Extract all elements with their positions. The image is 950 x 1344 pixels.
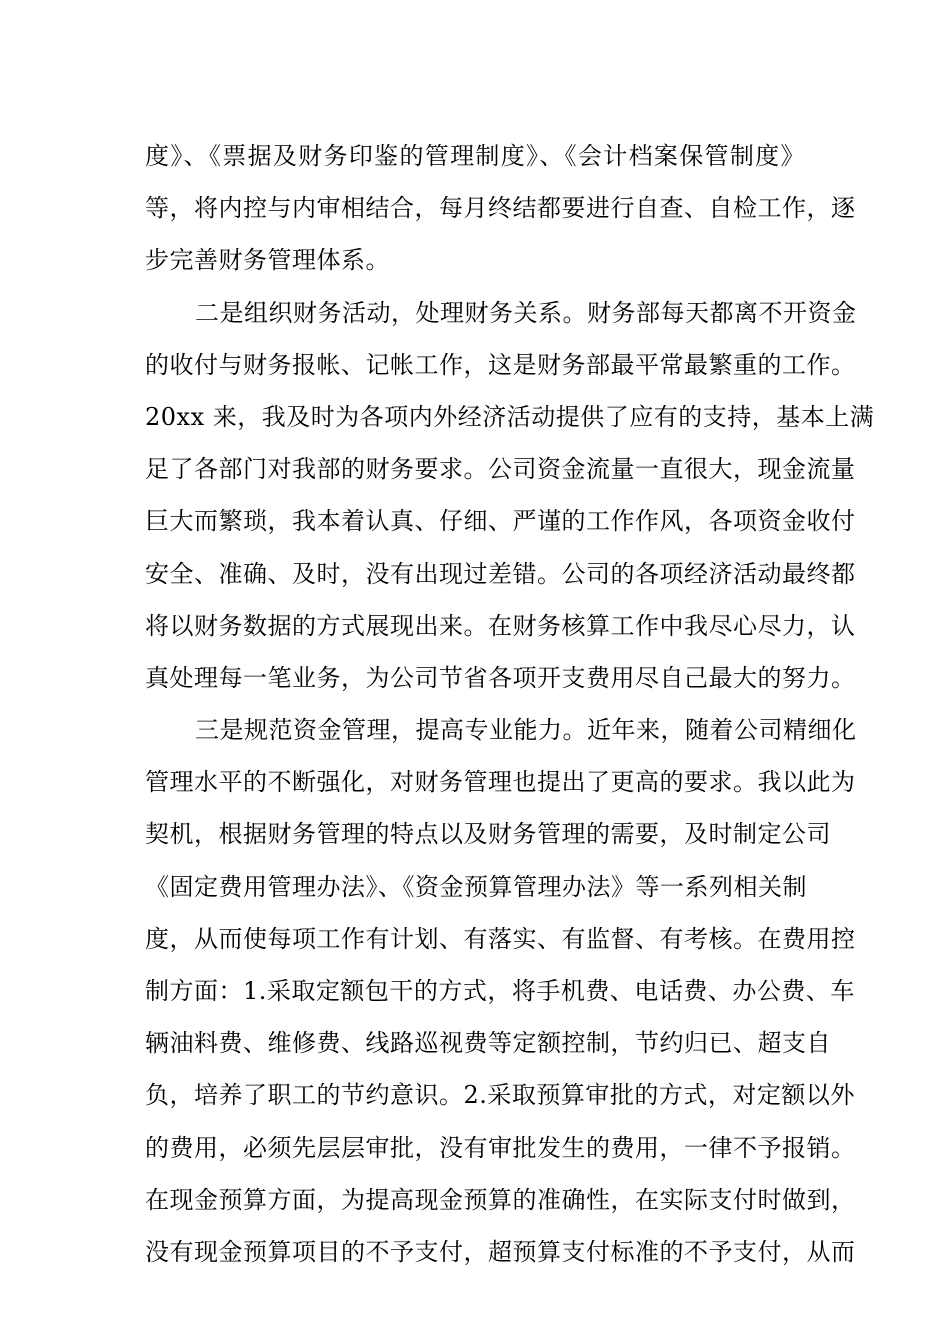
text-line: 负，培养了职工的节约意识。2.采取预算审批的方式，对定额以外	[145, 1081, 855, 1110]
text-line: 巨大而繁琐，我本着认真、仔细、严谨的工作作风，各项资金收付	[145, 507, 856, 536]
paragraph-start-line: 二是组织财务活动，处理财务关系。财务部每天都离不开资金	[195, 298, 857, 327]
text-line: 制方面：1.采取定额包干的方式，将手机费、电话费、办公费、车	[145, 977, 855, 1005]
text-line: 真处理每一笔业务，为公司节省各项开支费用尽自己最大的努力。	[145, 663, 856, 692]
text-line: 的费用，必须先层层审批，没有审批发生的费用，一律不予报销。	[145, 1133, 856, 1162]
document-body	[145, 130, 875, 1278]
text-line: 在现金预算方面，为提高现金预算的准确性，在实际支付时做到，	[145, 1185, 856, 1214]
text-line: 安全、准确、及时，没有出现过差错。公司的各项经济活动最终都	[145, 559, 856, 588]
text-line: 度，从而使每项工作有计划、有落实、有监督、有考核。在费用控	[145, 924, 856, 953]
text-line: 《固定费用管理办法》、《资金预算管理办法》等一系列相关制	[145, 872, 807, 901]
text-line: 足了各部门对我部的财务要求。公司资金流量一直很大，现金流量	[145, 455, 856, 484]
paragraph-start-line: 三是规范资金管理，提高专业能力。近年来，随着公司精细化	[195, 716, 857, 745]
text-line: 辆油料费、维修费、线路巡视费等定额控制，节约归已、超支自	[145, 1029, 831, 1058]
text-line: 度》、《票据及财务印鉴的管理制度》、《会计档案保管制度》	[145, 142, 805, 170]
text-line: 步完善财务管理体系。	[145, 246, 390, 275]
text-line: 管理水平的不断强化，对财务管理也提出了更高的要求。我以此为	[145, 768, 856, 797]
text-line: 没有现金预算项目的不予支付，超预算支付标准的不予支付，从而	[145, 1237, 856, 1266]
text-line: 等，将内控与内审相结合，每月终结都要进行自查、自检工作，逐	[145, 194, 856, 223]
text-line: 20xx 来，我及时为各项内外经济活动提供了应有的支持，基本上满	[145, 402, 875, 431]
text-line: 将以财务数据的方式展现出来。在财务核算工作中我尽心尽力，认	[145, 611, 856, 640]
text-line: 契机，根据财务管理的特点以及财务管理的需要，及时制定公司	[145, 820, 831, 849]
text-line: 的收付与财务报帐、记帐工作，这是财务部最平常最繁重的工作。	[145, 350, 856, 379]
